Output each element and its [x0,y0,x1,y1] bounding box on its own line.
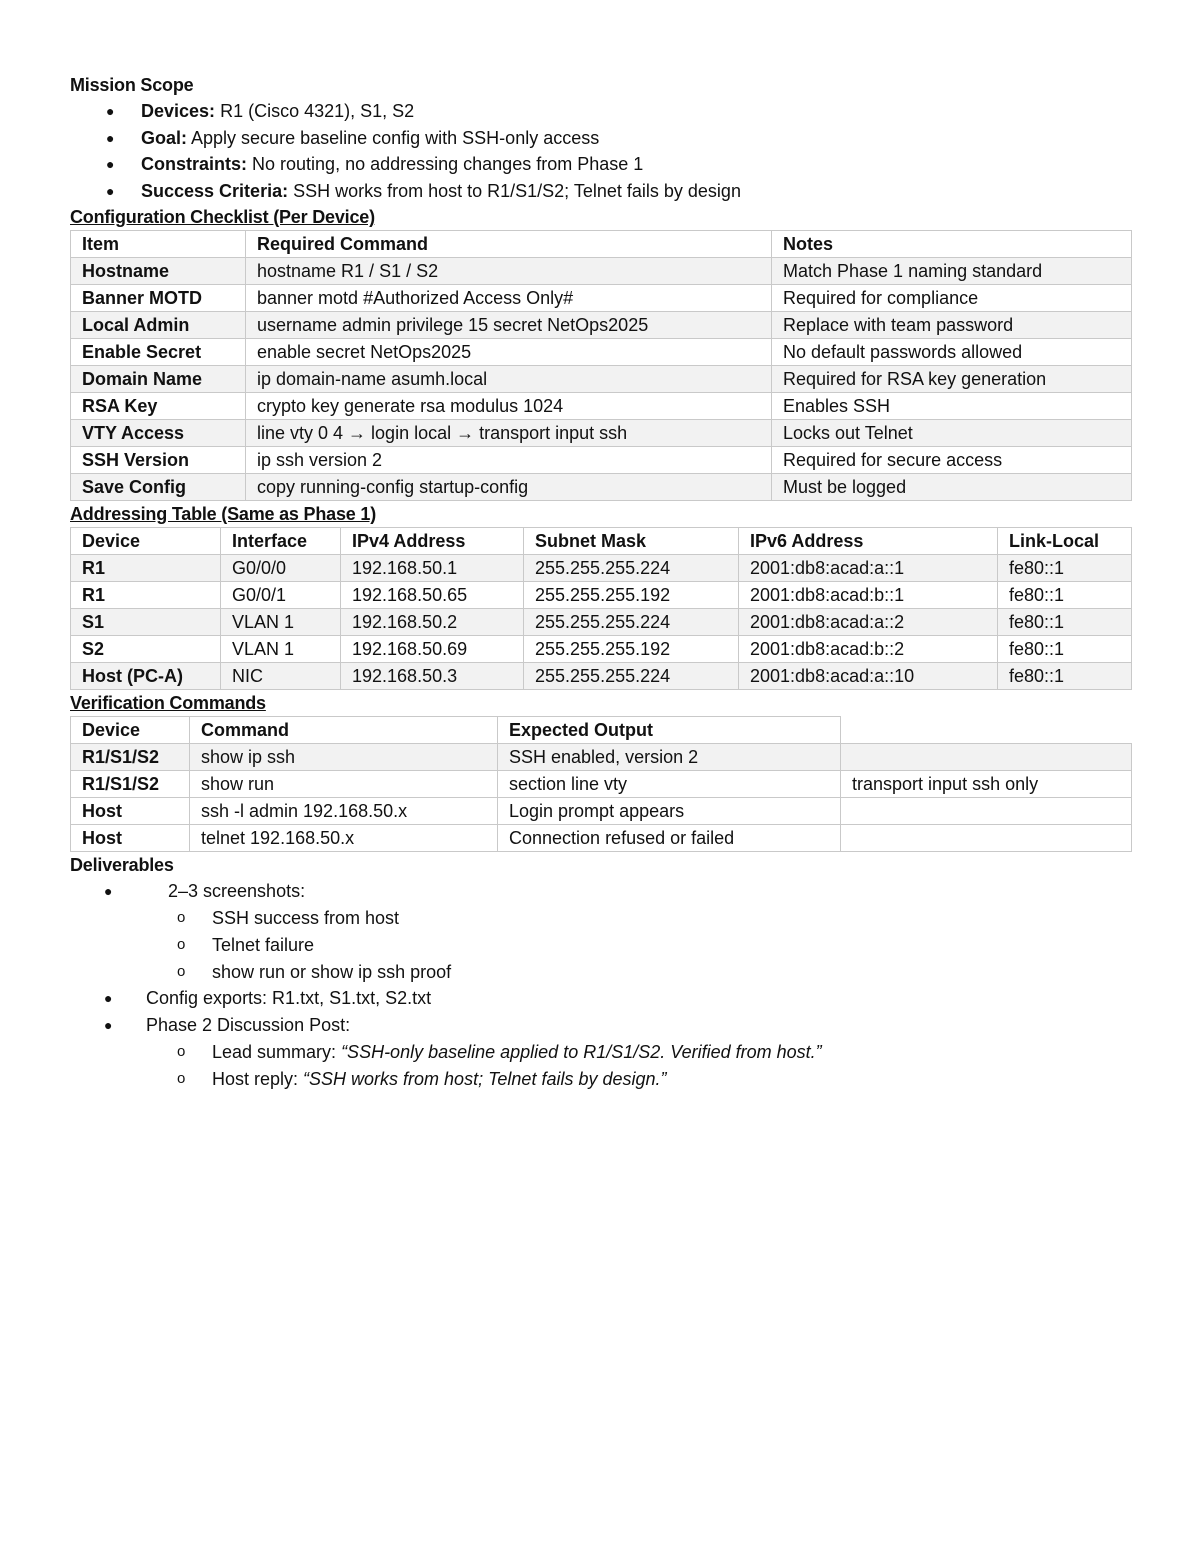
table-row [71,339,1132,366]
table-cell: Host [71,798,190,825]
item-text: SSH success from host [212,908,400,928]
table-cell: ip domain-name asumh.local [246,366,772,393]
table-cell: 192.168.50.69 [341,636,524,663]
item-prefix: Host reply: [212,1069,304,1090]
deliverables-list [70,878,1131,1093]
table-cell: S2 [71,636,221,663]
table-row [71,312,1132,339]
table-cell: G0/0/0 [221,555,341,582]
item-text: SSH works from host to R1/S1/S2; Telnet fails by design [288,180,741,201]
item-label: Devices: [141,101,216,121]
table-cell: Host (PC-A) [71,663,221,690]
table-cell [841,825,1132,852]
list-item [70,878,1131,905]
table-row [71,447,1132,474]
table-cell: Enables SSH [772,393,1132,420]
table-cell: Host [71,825,190,852]
table-cell: S1 [71,609,221,636]
document-page [70,72,1131,1093]
item-text: Phase 2 Discussion Post: [146,1015,351,1036]
table-cell: VTY Access [71,420,246,447]
table-cell: 192.168.50.2 [341,609,524,636]
table-cell: 255.255.255.192 [524,582,739,609]
table-cell: 255.255.255.192 [524,636,739,663]
verification-heading: Verification Commands [70,693,266,713]
item-text: Apply secure baseline config with SSH-only access [187,127,600,148]
item-text: Config exports: R1.txt, S1.txt, S2.txt [146,988,432,1009]
table-cell: section line vty [498,771,841,798]
item-text: show run or show ip ssh proof [212,961,452,982]
item-label: Success Criteria: [141,180,289,201]
list-item [70,985,1131,1012]
table-header-row [71,231,1132,258]
header-cell [841,717,1132,744]
list-item [70,178,1131,205]
table-row [71,825,1132,852]
table-cell: Locks out Telnet [772,420,1132,447]
table-cell [841,744,1132,771]
bullet-icon: ● [106,156,115,172]
table-cell: R1 [71,582,221,609]
circle-bullet-icon: o [177,935,186,953]
table-cell: No default passwords allowed [772,339,1132,366]
header-cell: Required Command [246,231,772,258]
table-cell: Domain Name [71,366,246,393]
table-cell: 255.255.255.224 [524,609,739,636]
table-row [71,555,1132,582]
table-row [71,663,1132,690]
table-cell: ip ssh version 2 [246,447,772,474]
circle-bullet-icon: o [177,909,186,926]
list-item [70,98,1131,125]
item-text [212,1066,667,1093]
table-row [71,420,1132,447]
bullet-icon: ● [106,103,115,119]
table-cell: fe80::1 [998,609,1132,636]
header-cell: Link-Local [998,528,1132,555]
table-row [71,798,1132,825]
table-cell: enable secret NetOps2025 [246,339,772,366]
table-cell: show run [190,771,498,798]
item-quote: “SSH-only baseline applied to R1/S1/S2. Verified from host.” [341,1042,822,1063]
table-cell: hostname R1 / S1 / S2 [246,258,772,285]
item-text: R1 (Cisco 4321), S1, S2 [215,101,415,121]
table-row [71,582,1132,609]
bullet-icon: ● [104,1017,113,1034]
table-cell: fe80::1 [998,636,1132,663]
header-cell: Expected Output [498,717,841,744]
table-cell: R1/S1/S2 [71,744,190,771]
table-cell: Must be logged [772,474,1132,501]
table-cell: Connection refused or failed [498,825,841,852]
item-quote: “SSH works from host; Telnet fails by design.” [303,1069,667,1090]
table-cell: crypto key generate rsa modulus 1024 [246,393,772,420]
header-cell: Interface [221,528,341,555]
deliverables-heading: Deliverables [70,855,174,875]
table-cell: 255.255.255.224 [524,555,739,582]
table-cell: fe80::1 [998,663,1132,690]
table-row [71,609,1132,636]
table-cell: VLAN 1 [221,609,341,636]
item-text: Telnet failure [212,934,315,955]
table-row [71,474,1132,501]
sub-list-item [70,932,1131,959]
table-cell: Banner MOTD [71,285,246,312]
header-cell: Device [71,717,190,744]
table-cell: SSH Version [71,447,246,474]
table-row [71,771,1132,798]
table-cell: line vty 0 4 → login local → transport input ssh [246,420,772,447]
table-cell: ssh -l admin 192.168.50.x [190,798,498,825]
table-cell: Replace with team password [772,312,1132,339]
table-cell: show ip ssh [190,744,498,771]
table-row [71,393,1132,420]
table-cell: Required for RSA key generation [772,366,1132,393]
item-text: No routing, no addressing changes from Phase 1 [247,154,644,174]
table-cell: transport input ssh only [841,771,1132,798]
table-cell: Required for secure access [772,447,1132,474]
table-cell: Login prompt appears [498,798,841,825]
table-row [71,744,1132,771]
table-row [71,636,1132,663]
bullet-icon: ● [106,129,115,146]
bullet-icon: ● [106,182,115,199]
table-cell: 2001:db8:acad:a::1 [739,555,998,582]
header-cell: Notes [772,231,1132,258]
table-cell: 2001:db8:acad:a::10 [739,663,998,690]
list-item [70,125,1131,152]
table-cell: 2001:db8:acad:a::2 [739,609,998,636]
table-cell: telnet 192.168.50.x [190,825,498,852]
table-cell: G0/0/1 [221,582,341,609]
table-cell: 2001:db8:acad:b::1 [739,582,998,609]
table-cell [841,798,1132,825]
table-cell: RSA Key [71,393,246,420]
verification-table [70,716,1132,852]
table-cell: Save Config [71,474,246,501]
table-cell: Local Admin [71,312,246,339]
table-cell: 192.168.50.1 [341,555,524,582]
table-cell: copy running-config startup-config [246,474,772,501]
table-row [71,285,1132,312]
circle-bullet-icon: o [177,1070,186,1088]
table-cell: 2001:db8:acad:b::2 [739,636,998,663]
sub-list-item [70,905,1131,932]
checklist-heading: Configuration Checklist (Per Device) [70,207,375,227]
circle-bullet-icon: o [177,1043,186,1061]
item-text [212,1039,822,1066]
list-item [70,1012,1131,1039]
header-cell: IPv4 Address [341,528,524,555]
header-cell: IPv6 Address [739,528,998,555]
addressing-heading: Addressing Table (Same as Phase 1) [70,504,376,524]
item-text: 2–3 screenshots: [168,881,306,901]
bullet-icon: ● [104,883,113,899]
table-cell: banner motd #Authorized Access Only# [246,285,772,312]
checklist-table [70,230,1132,501]
table-cell: SSH enabled, version 2 [498,744,841,771]
header-cell: Item [71,231,246,258]
header-cell: Device [71,528,221,555]
table-header-row [71,528,1132,555]
table-cell: 192.168.50.65 [341,582,524,609]
sub-list-item [70,1039,1131,1066]
table-cell: Required for compliance [772,285,1132,312]
header-cell: Subnet Mask [524,528,739,555]
table-cell: fe80::1 [998,582,1132,609]
mission-scope-heading: Mission Scope [70,75,194,95]
table-row [71,366,1132,393]
item-prefix: Lead summary: [212,1042,342,1063]
table-cell: username admin privilege 15 secret NetOps2025 [246,312,772,339]
table-cell: VLAN 1 [221,636,341,663]
item-label: Constraints: [141,154,248,174]
table-cell: Enable Secret [71,339,246,366]
list-item [70,151,1131,178]
table-cell: R1/S1/S2 [71,771,190,798]
circle-bullet-icon: o [177,962,186,980]
header-cell: Command [190,717,498,744]
table-header-row [71,717,1132,744]
mission-scope-list [70,98,1131,204]
bullet-icon: ● [104,990,113,1007]
table-cell: fe80::1 [998,555,1132,582]
table-cell: Hostname [71,258,246,285]
table-cell: R1 [71,555,221,582]
table-row [71,258,1132,285]
table-cell: NIC [221,663,341,690]
table-cell: 192.168.50.3 [341,663,524,690]
table-cell: Match Phase 1 naming standard [772,258,1132,285]
table-cell: 255.255.255.224 [524,663,739,690]
addressing-table [70,527,1132,690]
sub-list-item [70,1066,1131,1093]
item-label: Goal: [141,127,188,148]
sub-list-item [70,959,1131,986]
